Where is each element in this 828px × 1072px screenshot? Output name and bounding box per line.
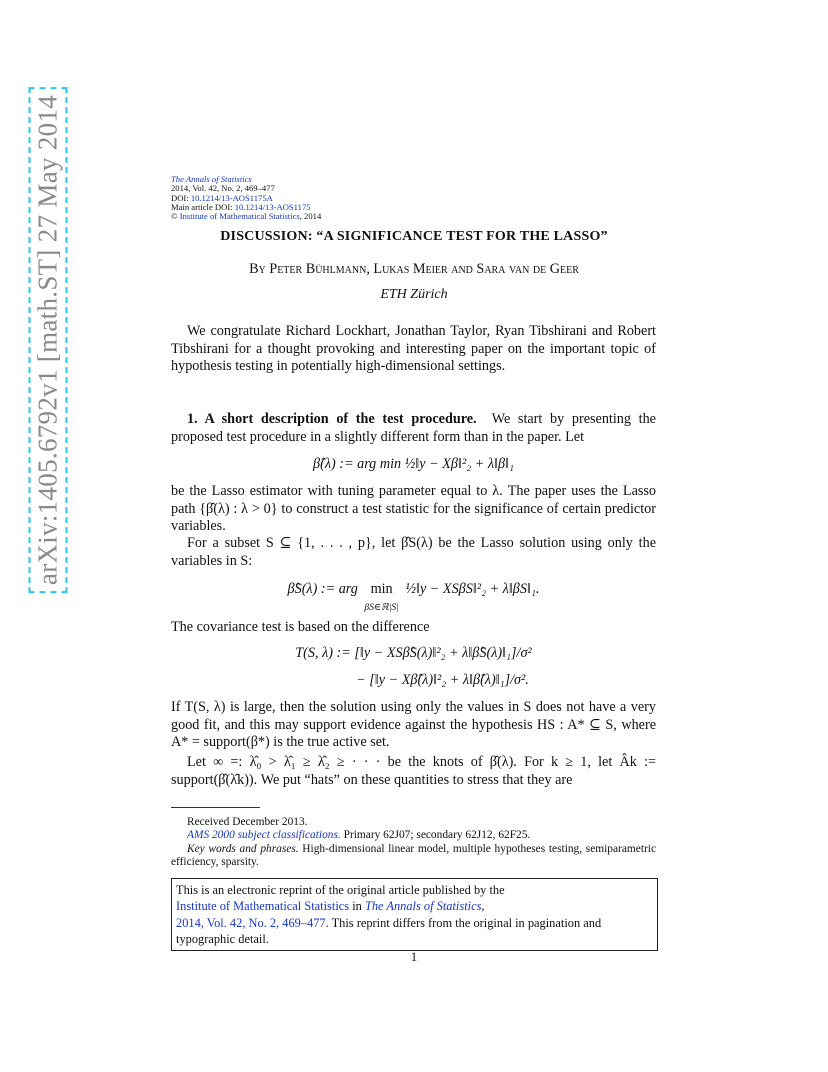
journal-header	[171, 175, 321, 221]
section1-paragraph-2: be the Lasso estimator with tuning parameter equal to λ. The paper uses the Lasso path {β̂(λ) : λ > 0} to construct a test statistic for the significance of certain predictor variables.	[171, 483, 656, 535]
ams-text: Primary 62J07; secondary 62J12, 62F25.	[340, 829, 531, 841]
section1-p6-text: Let ∞ =: λ̂₀ > λ̂₁ ≥ λ̂₂ ≥ · · · be the knots of β̂(λ). For k ≥ 1, let Âk := support(β̂(λ̂k)). We put “hats” on these quantities to stress that they are	[171, 754, 656, 788]
reprint-org-link[interactable]: Institute of Mathematical Statistics	[176, 899, 350, 914]
paper-authors: By Peter Bühlmann, Lukas Meier and Sara van de Geer	[249, 261, 579, 277]
arxiv-side-stamp[interactable]: arXiv:1405.6792v1 [math.ST] 27 May 2014	[29, 87, 68, 593]
journal-name-link[interactable]: The Annals of Statistics	[171, 174, 252, 184]
volume-line: 2014, Vol. 42, No. 2, 469–477	[171, 183, 275, 194]
equation-covariance-line-1: T(S, λ) := [‖y − XSβ̂S(λ)‖²₂ + λ‖β̂S(λ)‖₁]/σ²	[295, 645, 532, 661]
reprint-line-3	[176, 915, 657, 948]
paper-title: DISCUSSION: “A SIGNIFICANCE TEST FOR THE LASSO”	[220, 229, 608, 244]
section1-heading: 1. A short description of the test procedure.	[187, 411, 477, 427]
eq2-lhs: β̂S(λ) := arg	[287, 581, 358, 597]
author-affiliation: ETH Zürich	[380, 287, 448, 302]
section1-paragraph-5: If T(S, λ) is large, then the solution using only the values in S does not have a very good fit, and this may support evidence against the hypothesis HS : A* ⊆ S, where A* = support(β*) is the true active set.	[171, 699, 656, 751]
received-text: Received December 2013.	[187, 816, 308, 828]
page-number: 1	[410, 950, 418, 964]
equation-covariance-line-2: − [‖y − Xβ̂(λ)‖²₂ + λ‖β̂(λ)‖₁]/σ².	[356, 672, 529, 688]
keywords-label: Key words and phrases.	[187, 843, 299, 855]
copyright-org-link[interactable]: Institute of Mathematical Statistics	[179, 211, 300, 222]
reprint-comma: ,	[481, 899, 485, 914]
doi-link[interactable]: 10.1214/13-AOS1175A	[190, 192, 273, 203]
reprint-journal-link[interactable]: The Annals of Statistics	[364, 899, 482, 914]
section1-paragraph-6	[171, 754, 656, 789]
reprint-tail: . This reprint differs from the original in pagination and typographic detail.	[176, 915, 602, 946]
reprint-line-1: This is an electronic reprint of the original article published by the	[176, 883, 505, 897]
eq2-rhs: ½‖y − XSβS‖²₂ + λ‖βS‖₁.	[405, 581, 540, 597]
intro-paragraph	[171, 323, 656, 376]
footnote-received	[171, 816, 656, 829]
reprint-citation-link[interactable]: 2014, Vol. 42, No. 2, 469–477	[176, 915, 326, 930]
section1-paragraph-3	[171, 535, 656, 570]
doi-label: DOI:	[171, 192, 191, 203]
section1-paragraph-1	[171, 411, 656, 446]
section1-p1-text: We start by presenting the proposed test procedure in a slightly different form than in the paper. Let	[171, 411, 656, 445]
section1-p3-text: For a subset S ⊆ {1, . . . , p}, let β̂S(λ) be the Lasso solution using only the variables in S:	[171, 535, 656, 569]
eq2-min-block	[364, 581, 398, 615]
copyright-year: , 2014	[299, 211, 322, 222]
reprint-in: in	[349, 899, 365, 914]
ams-classification-link[interactable]: AMS 2000 subject classifications.	[187, 829, 341, 841]
equation-lasso-subset	[171, 581, 656, 615]
equation-lasso: β̂(λ) := arg min ½‖y − Xβ‖²₂ + λ‖β‖₁	[313, 456, 514, 472]
reprint-line-2	[176, 898, 657, 914]
intro-text: We congratulate Richard Lockhart, Jonathan Taylor, Ryan Tibshirani and Robert Tibshirani for a thought provoking and interesting paper on the important topic of hypothesis testing in potentially high-dimensional settings.	[171, 323, 656, 375]
eq2-min-subscript: βS∈ℝ|S|	[364, 602, 399, 613]
main-doi-link[interactable]: 10.1214/13-AOS1175	[234, 201, 311, 212]
eq2-min: min	[370, 581, 393, 597]
reprint-notice-box	[171, 878, 658, 951]
section1-paragraph-4: The covariance test is based on the difference	[171, 619, 430, 635]
footnote-rule	[171, 807, 260, 808]
copyright-line	[171, 212, 321, 221]
footnote-ams	[171, 829, 656, 842]
copyright-symbol: ©	[171, 211, 178, 222]
main-doi-label: Main article DOI:	[171, 201, 235, 212]
keywords-text: High-dimensional linear model, multiple hypotheses testing, semiparametric efficiency, sparsity.	[171, 843, 656, 869]
footnote-keywords	[171, 843, 656, 870]
